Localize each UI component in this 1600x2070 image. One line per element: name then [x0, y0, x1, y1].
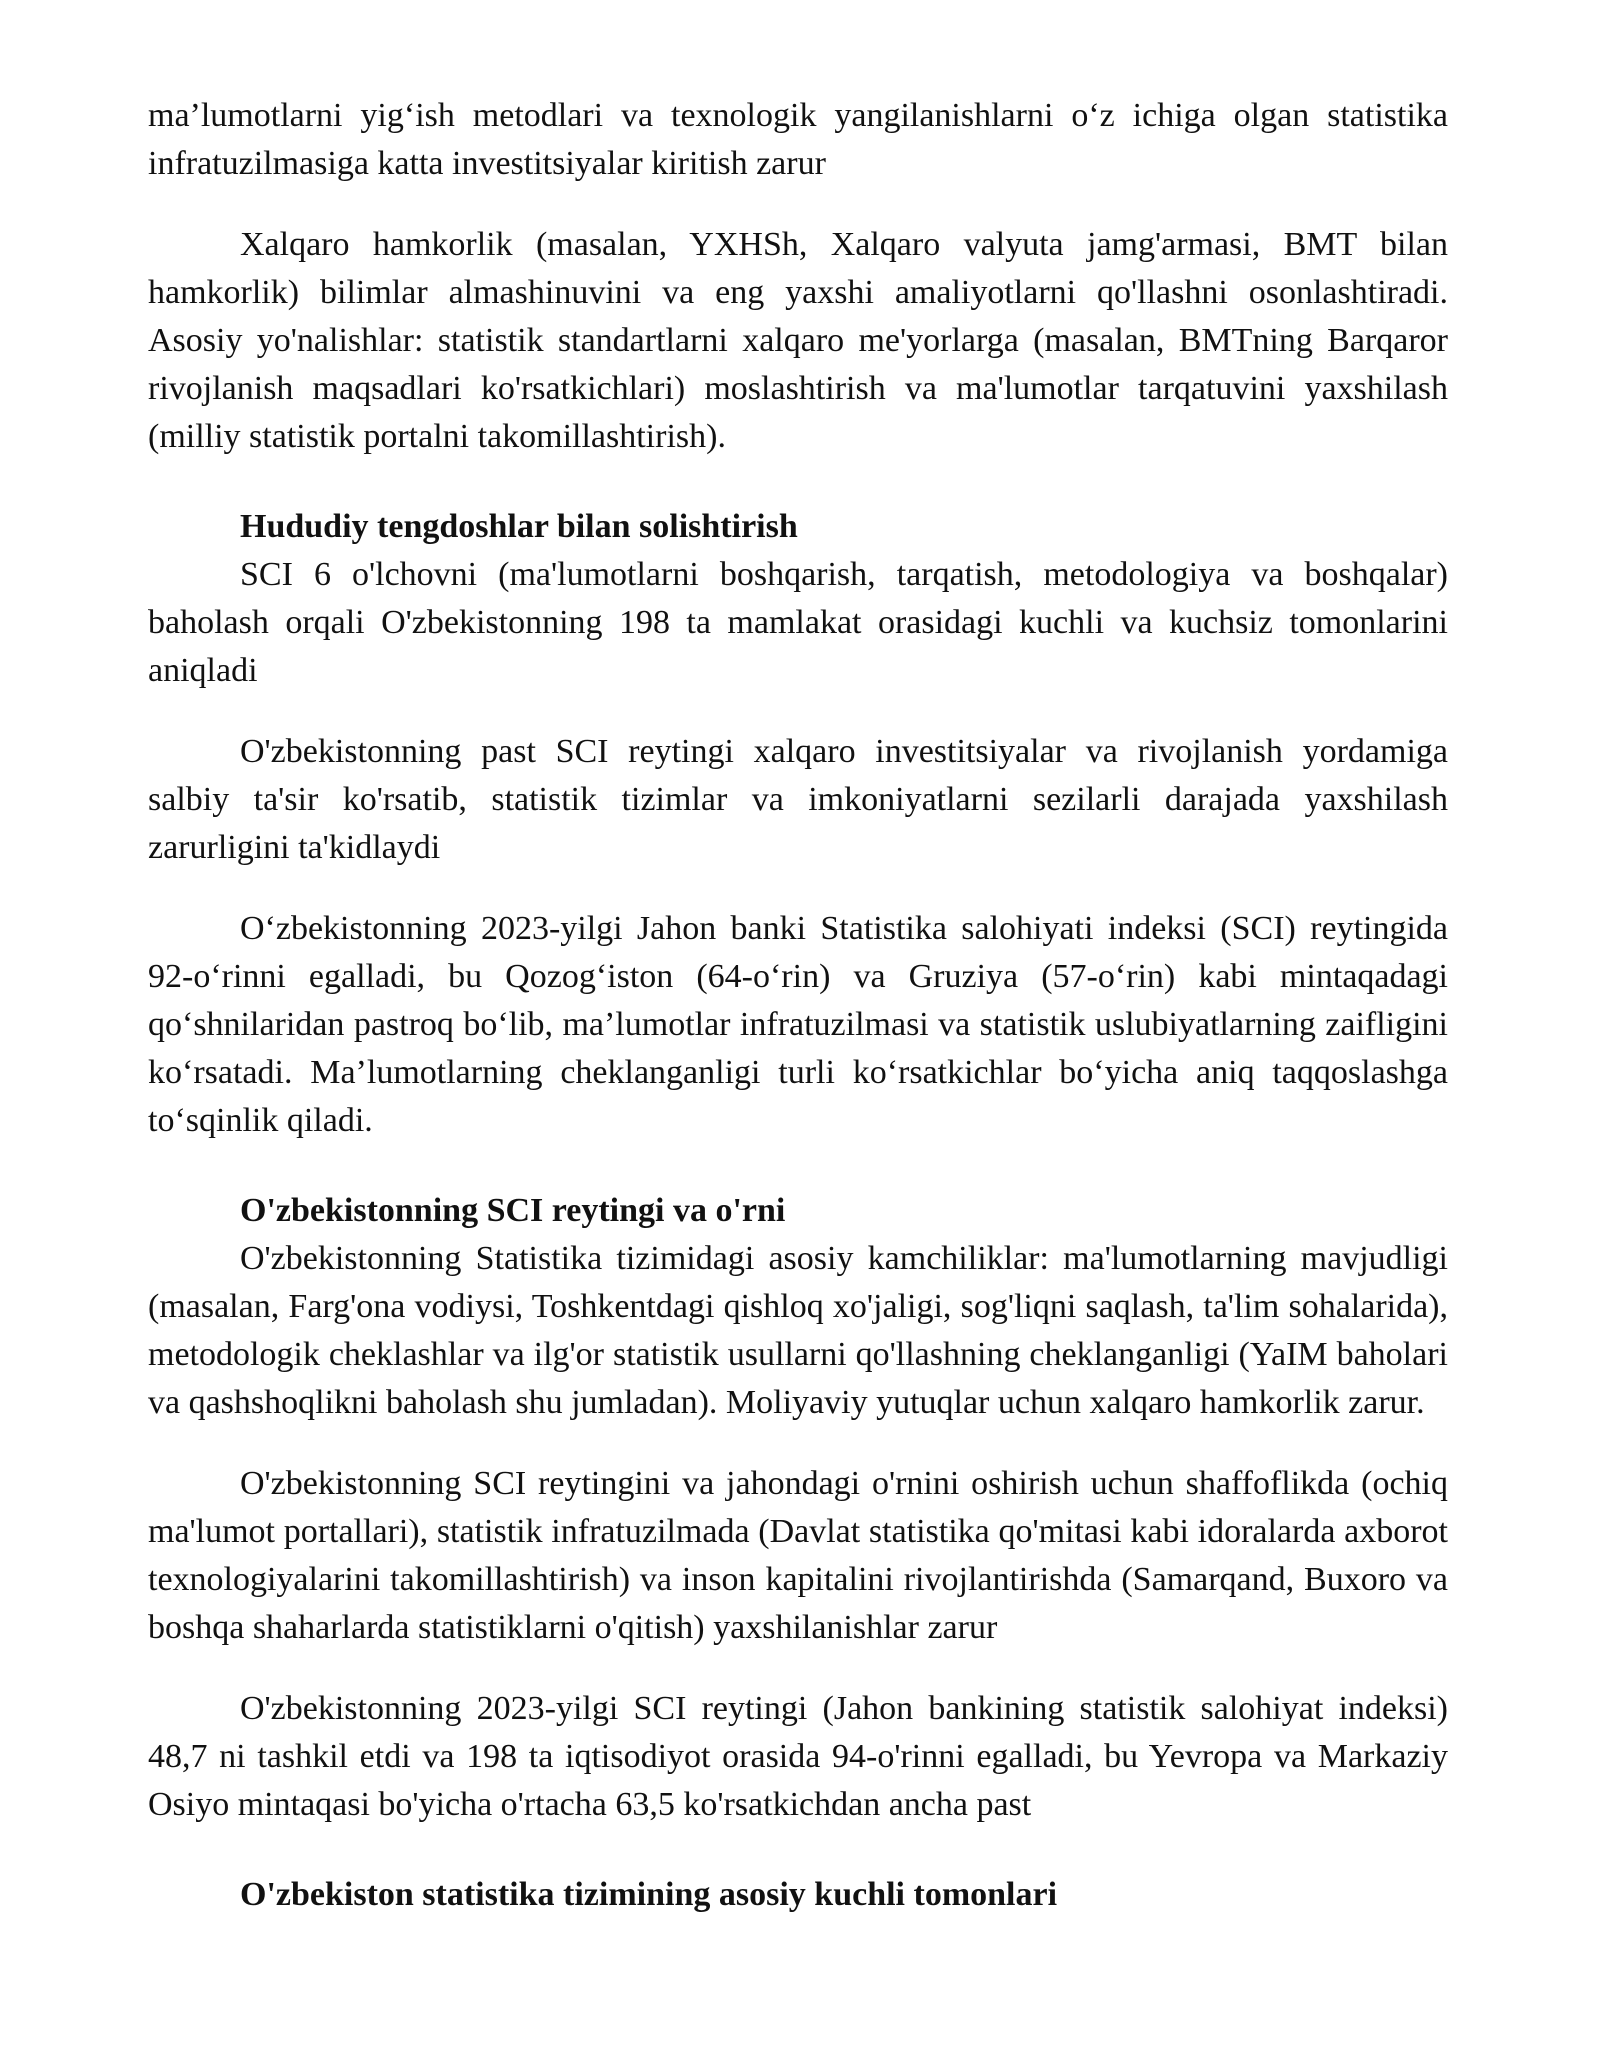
paragraph-low-sci-rating: O'zbekistonning past SCI reytingi xalqaro investitsiyalar va rivojlanish yordamiga salbiy ta'sir ko'rsatib, statistik tizimlar va imkoniyatlarni sezilarli darajada yaxshilash zarurligini ta'kidlaydi [148, 733, 1448, 866]
paragraph-2023-world-bank-sci: O‘zbekistonning 2023-yilgi Jahon banki Statistika salohiyati indeksi (SCI) reytingida 92-o‘rinni egalladi, bu Qozog‘iston (64-o‘rin) va Gruziya (57-o‘rin) kabi mintaqadagi qo‘shnilaridan pastroq bo‘lib, ma’lumotlar infratuzilmasi va statistik uslubiyatlarning zaifligini ko‘rsatadi. Ma’lumotlarning cheklanganligi turli ko‘rsatkichlar bo‘yicha aniq taqqoslashga to‘sqinlik qiladi. [148, 910, 1448, 1139]
paragraph-international-cooperation: Xalqaro hamkorlik (masalan, YXHSh, Xalqaro valyuta jamg'armasi, BMT bilan hamkorlik) bilimlar almashinuvini va eng yaxshi amaliyotlarni qo'llashni osonlashtiradi. Asosiy yo'nalishlar: statistik standartlarni xalqaro me'yorlarga (masalan, BMTning Barqaror rivojlanish maqsadlari ko'rsatkichlari) moslashtirish va ma'lumotlar tarqatuvini yaxshilash (milliy statistik portalni takomillashtirish). [148, 226, 1448, 455]
paragraph-main-shortcomings: O'zbekistonning Statistika tizimidagi asosiy kamchiliklar: ma'lumotlarning mavjudligi (masalan, Farg'ona vodiysi, Toshkentdagi qishloq xo'jaligi, sog'liqni saqlash, ta'lim sohalarida), metodologik cheklashlar va ilg'or statistik usullarni qo'llashning cheklanganligi (YaIM baholari va qashshoqlikni baholash shu jumladan). Moliyaviy yutuqlar uchun xalqaro hamkorlik zarur. [148, 1240, 1448, 1421]
paragraph-continuation: ma’lumotlarni yig‘ish metodlari va texnologik yangilanishlarni o‘z ichiga olgan statistika infratuzilmasiga katta investitsiyalar kiritish zarur [148, 97, 1448, 182]
heading-main-strengths: O'zbekiston statistika tizimining asosiy kuchli tomonlari [240, 1876, 1058, 1913]
paragraph-improvements-needed: O'zbekistonning SCI reytingini va jahondagi o'rnini oshirish uchun shaffoflikda (ochiq ma'lumot portallari), statistik infratuzilmada (Davlat statistika qo'mitasi kabi idoralarda axborot texnologiyalarini takomillashtirish) va inson kapitalini rivojlantirishda (Samarqand, Buxoro va boshqa shaharlarda statistiklarni o'qitish) yaxshilanishlar zarur [148, 1465, 1448, 1646]
document-page [148, 92, 1448, 1919]
heading-sci-rating-position: O'zbekistonning SCI reytingi va o'rni [240, 1192, 786, 1229]
heading-regional-comparison: Hududiy tengdoshlar bilan solishtirish [240, 508, 798, 545]
paragraph-sci-dimensions: SCI 6 o'lchovni (ma'lumotlarni boshqarish, tarqatish, metodologiya va boshqalar) baholash orqali O'zbekistonning 198 ta mamlakat orasidagi kuchli va kuchsiz tomonlarini aniqladi [148, 556, 1448, 689]
paragraph-2023-sci-score: O'zbekistonning 2023-yilgi SCI reytingi (Jahon bankining statistik salohiyat indeksi) 48,7 ni tashkil etdi va 198 ta iqtisodiyot orasida 94-o'rinni egalladi, bu Yevropa va Markaziy Osiyo mintaqasi bo'yicha o'rtacha 63,5 ko'rsatkichdan ancha past [148, 1690, 1448, 1823]
